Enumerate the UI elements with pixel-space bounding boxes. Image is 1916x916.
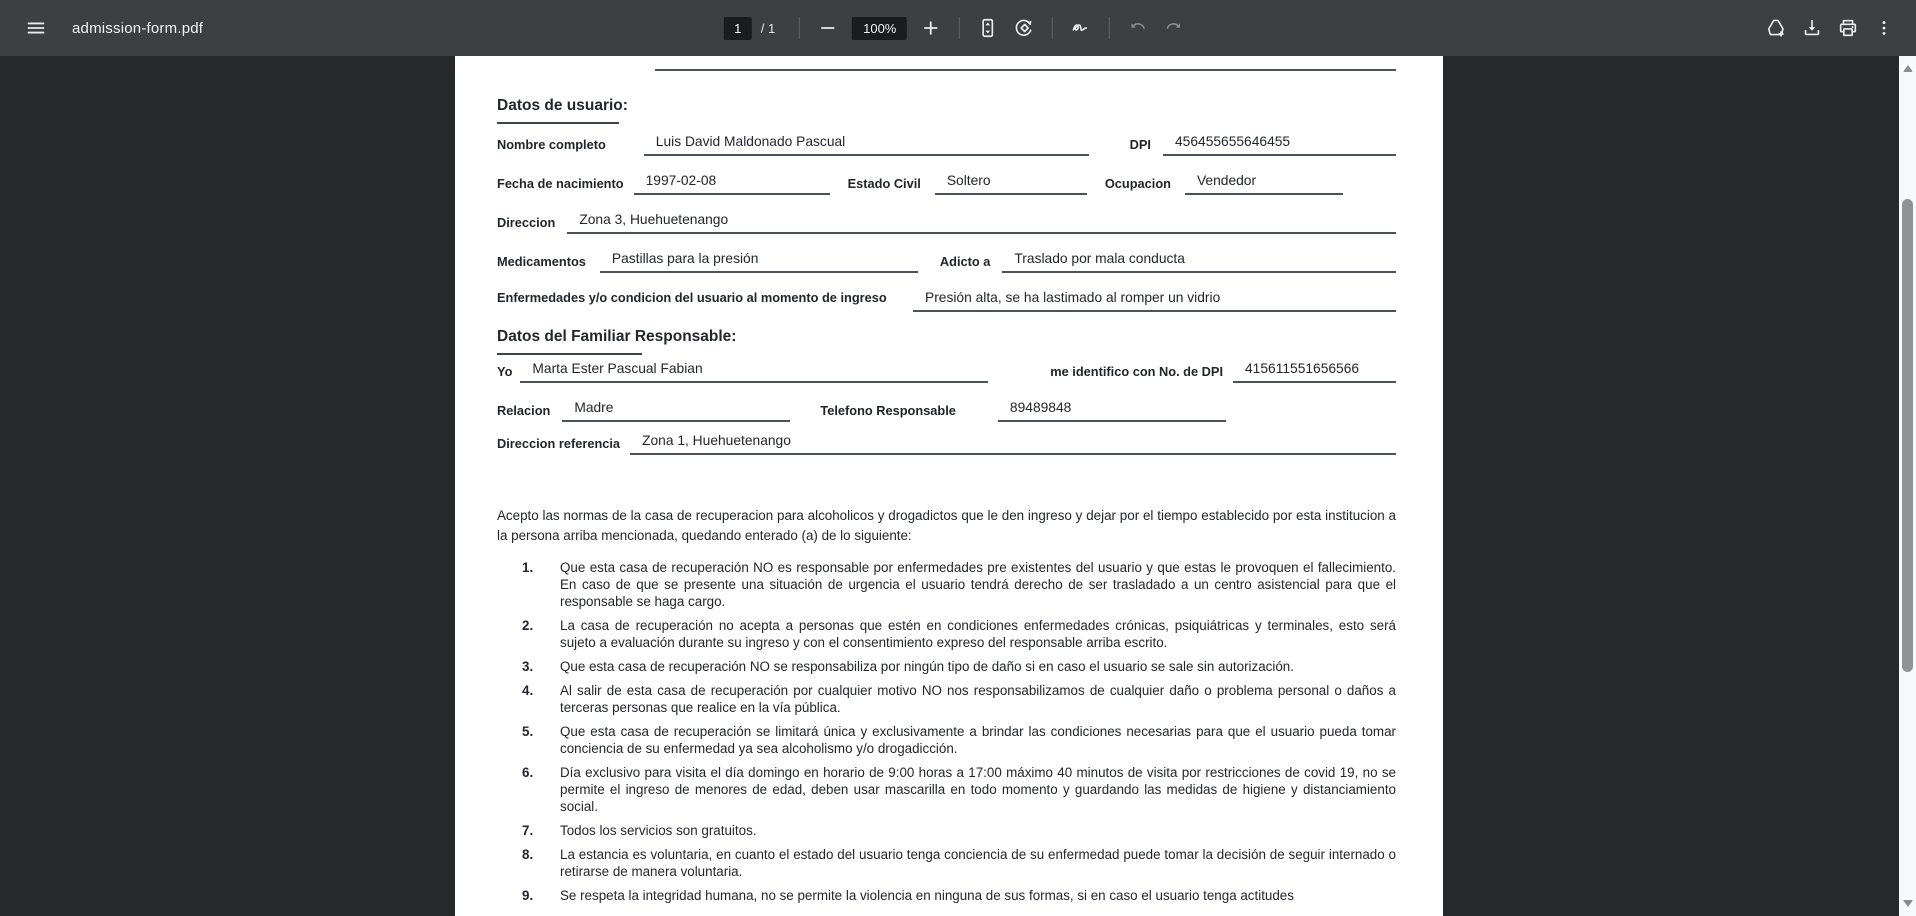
item-text: Al salir de esta casa de recuperación por cualquier motivo NO nos responsabilizamos de cualquier daño o problema personal o daños a terceras personas que realice en la vía pública. <box>560 683 1396 715</box>
scrollbar-thumb[interactable] <box>1902 199 1913 672</box>
pdf-viewer-toolbar <box>0 0 1916 56</box>
list-item <box>497 846 1396 880</box>
estado-civil-label: Estado Civil <box>847 176 921 191</box>
dpi-label: DPI <box>1129 137 1151 152</box>
enfermedades-field[interactable]: Presión alta, se ha lastimado al romper un vidrio <box>913 290 1396 312</box>
form-row <box>497 212 1396 234</box>
zoom-level-input[interactable] <box>852 17 907 40</box>
toolbar-divider <box>959 17 960 39</box>
item-number: 1. <box>522 560 534 575</box>
vertical-scrollbar[interactable] <box>1899 56 1916 916</box>
item-number: 8. <box>522 847 534 862</box>
fecha-nacimiento-field[interactable]: 1997-02-08 <box>634 173 830 195</box>
undo-button[interactable] <box>1120 10 1156 46</box>
section-title-user: Datos de usuario: <box>497 97 628 114</box>
relacion-field[interactable]: Madre <box>562 400 790 422</box>
item-number: 5. <box>522 724 534 739</box>
download-button[interactable] <box>1794 10 1830 46</box>
plus-icon <box>921 18 941 38</box>
list-item <box>497 617 1396 651</box>
rotate-button[interactable] <box>1006 10 1042 46</box>
item-text: Que esta casa de recuperación NO es responsable por enfermedades pre existentes del usuario y que estas le provoquen el fallecimiento. En caso de que se presente una situación de urgencia el usuario tendrá derecho de ser trasladado a un centro asistencial para que el responsable se haga cargo. <box>560 560 1396 609</box>
toolbar-divider <box>1052 17 1053 39</box>
list-item <box>497 822 1396 839</box>
download-icon <box>1801 17 1823 39</box>
item-number: 2. <box>522 618 534 633</box>
section-title-family: Datos del Familiar Responsable: <box>497 328 737 345</box>
ocupacion-field[interactable]: Vendedor <box>1185 173 1343 195</box>
fecha-nacimiento-label: Fecha de nacimiento <box>497 176 624 191</box>
direccion-field[interactable]: Zona 3, Huehuetenango <box>567 212 1396 234</box>
item-text: Todos los servicios son gratuitos. <box>560 823 757 838</box>
minus-icon <box>818 18 838 38</box>
redo-button[interactable] <box>1156 10 1192 46</box>
identifico-dpi-label: me identifico con No. de DPI <box>1050 364 1223 379</box>
undo-icon <box>1128 18 1148 38</box>
ink-squiggle-icon <box>1070 17 1092 39</box>
page-number-input[interactable] <box>724 17 752 40</box>
form-row <box>497 251 1396 273</box>
menu-button[interactable] <box>18 10 54 46</box>
item-number: 7. <box>522 823 534 838</box>
item-text: Día exclusivo para visita el día domingo en horario de 9:00 horas a 17:00 máximo 40 minutos de visita por restricciones de covid 19, no se permite el ingreso de menores de edad, deben usar mascarilla en todo momento y guardando las medidas de higiene y distanciamiento social. <box>560 765 1396 814</box>
item-number: 3. <box>522 659 534 674</box>
list-item <box>497 764 1396 815</box>
print-icon <box>1837 17 1859 39</box>
dpi-field[interactable]: 456455655646455 <box>1163 134 1396 156</box>
toolbar-divider <box>799 17 800 39</box>
scroll-up-icon <box>1903 65 1913 72</box>
list-item <box>497 682 1396 716</box>
rotate-counterclockwise-icon <box>1013 17 1035 39</box>
item-text: Que esta casa de recuperación se limitará única y exclusivamente a brindar las condiciones necesarias para que el usuario pueda tomar conciencia de su enfermedad ya sea alcoholismo y/o drogadicción. <box>560 724 1396 756</box>
more-options-button[interactable] <box>1866 10 1902 46</box>
print-button[interactable] <box>1830 10 1866 46</box>
form-row <box>497 134 1396 156</box>
acceptance-paragraph: Acepto las normas de la casa de recuperacion para alcoholicos y drogadictos que le den ingreso y dejar por el tiempo establecido por esta institucion a la persona arriba mencionada, quedando enterado (a) de lo siguiente: <box>497 508 1396 543</box>
document-title: admission-form.pdf <box>72 19 204 37</box>
list-item <box>497 658 1396 675</box>
annotate-button[interactable] <box>1063 10 1099 46</box>
field-underline-partial <box>655 69 1396 71</box>
page-count-label: / 1 <box>760 20 776 36</box>
item-number: 4. <box>522 683 534 698</box>
item-text: La casa de recuperación no acepta a personas que estén en condiciones enfermedades crónicas, psiquiátricas y terminales, esto será sujeto a evaluación durante su ingreso y con el consentimiento expreso del responsable arriba escrito. <box>560 618 1396 650</box>
medicamentos-field[interactable]: Pastillas para la presión <box>600 251 918 273</box>
scroll-down-button[interactable] <box>1899 895 1916 912</box>
form-row <box>497 400 1396 422</box>
item-text: La estancia es voluntaria, en cuanto el estado del usuario tenga conciencia de su enfermedad puede tomar la decisión de seguir internado o retirarse de manera voluntaria. <box>560 847 1396 879</box>
nombre-label: Nombre completo <box>497 137 606 152</box>
list-item <box>497 559 1396 610</box>
three-dot-menu-icon <box>1874 18 1894 38</box>
fit-page-icon <box>977 17 999 39</box>
pdf-page <box>455 56 1443 916</box>
direccion-referencia-field[interactable]: Zona 1, Huehuetenango <box>630 433 1396 455</box>
item-number: 6. <box>522 765 534 780</box>
item-number: 9. <box>522 888 534 903</box>
item-text: Que esta casa de recuperación NO se responsabiliza por ningún tipo de daño si en caso el usuario se sale sin autorización. <box>560 659 1294 674</box>
estado-civil-field[interactable]: Soltero <box>935 173 1087 195</box>
list-item <box>497 887 1396 904</box>
yo-field[interactable]: Marta Ester Pascual Fabian <box>520 361 988 383</box>
form-row <box>497 290 1396 312</box>
medicamentos-label: Medicamentos <box>497 254 586 269</box>
save-to-drive-button[interactable] <box>1758 10 1794 46</box>
zoom-in-button[interactable] <box>913 10 949 46</box>
enfermedades-label: Enfermedades y/o condicion del usuario al momento de ingreso <box>497 290 887 305</box>
redo-icon <box>1164 18 1184 38</box>
item-text: Se respeta la integridad humana, no se permite la violencia en ninguna de sus formas, si en caso el usuario tenga actitudes <box>560 888 1294 903</box>
identifico-dpi-field[interactable]: 415611551656566 <box>1233 361 1396 383</box>
scroll-down-icon <box>1903 900 1913 907</box>
drive-add-icon <box>1765 17 1787 39</box>
direccion-referencia-label: Direccion referencia <box>497 436 621 451</box>
yo-label: Yo <box>497 364 513 379</box>
scroll-up-button[interactable] <box>1899 60 1916 77</box>
list-item <box>497 723 1396 757</box>
telefono-label: Telefono Responsable <box>820 403 956 418</box>
toolbar-divider <box>1109 17 1110 39</box>
telefono-field[interactable]: 89489848 <box>998 400 1226 422</box>
fit-to-page-button[interactable] <box>970 10 1006 46</box>
conditions-list <box>497 559 1396 904</box>
direccion-label: Direccion <box>497 215 556 230</box>
ocupacion-label: Ocupacion <box>1104 176 1171 191</box>
adicto-label: Adicto a <box>939 254 991 269</box>
hamburger-menu-icon <box>26 18 46 38</box>
relacion-label: Relacion <box>497 403 551 418</box>
form-row <box>497 361 1396 383</box>
zoom-out-button[interactable] <box>810 10 846 46</box>
nombre-field[interactable]: Luis David Maldonado Pascual <box>644 134 1089 156</box>
form-row <box>497 433 1396 455</box>
pdf-viewport <box>0 56 1899 916</box>
form-row <box>497 173 1396 195</box>
adicto-field[interactable]: Traslado por mala conducta <box>1002 251 1396 273</box>
